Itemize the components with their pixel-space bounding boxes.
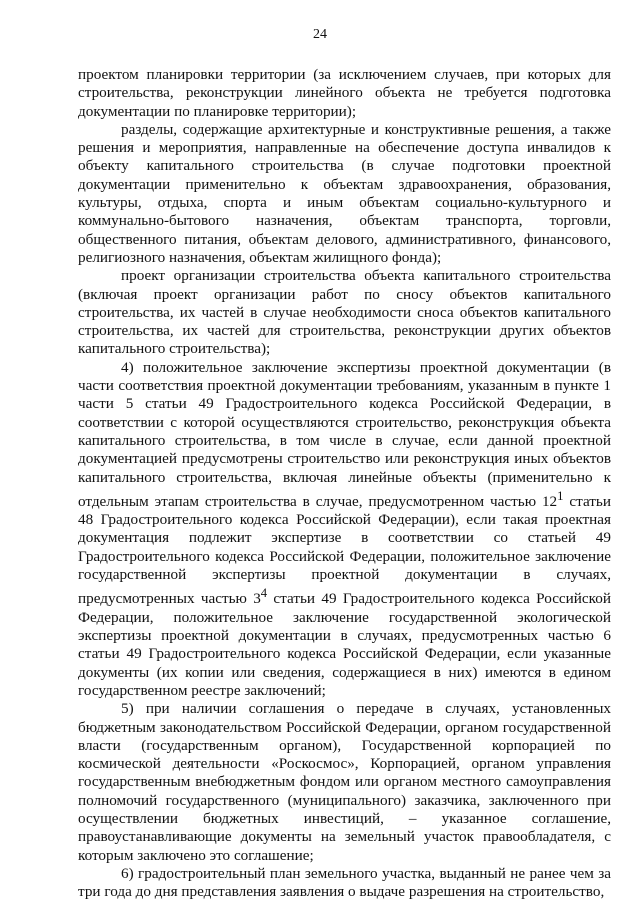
page-number: 24 [313, 27, 327, 42]
superscript-4: 4 [260, 586, 268, 601]
paragraph-construction-organization: проект организации строительства объекта капитального строительства (включая проект организации работ по сносу объектов капитального строительства, их частей в случае необходимости сноса объектов капитального строительства, их частей для строительства, реконструкции других объектов капитального строительства); [78, 267, 611, 358]
item-4-text-part-3: статьи 49 Градостроительного кодекса Российской Федерации, положительное заключение государственной экологической экспертизы проектной документации в случаях, предусмотренных частью 6 статьи 49 Градостроительного кодекса Российской Федерации, если указанные документы (их копии или сведения, содержащиеся в них) имеются в едином государственном реестре заключений; [78, 590, 611, 699]
document-body [78, 66, 611, 901]
paragraph-item-4-expertise [78, 359, 611, 700]
item-4-text-part-2: статьи 48 Градостроительного кодекса Российской Федерации), если такая проектная документация подлежит экспертизе в соответствии со статьей 49 Градостроительного кодекса Российской Федерации, положительное заключение государственной экспертизы проектной документации в случаях, предусмотренных частью 3 [78, 492, 611, 608]
paragraph-continuation-planning: проектом планировки территории (за исключением случаев, при которых для строительства, реконструкции линейного объекта не требуется подготовка документации по планировке территории); [78, 66, 611, 120]
paragraph-item-5-agreement: 5) при наличии соглашения о передаче в случаях, установленных бюджетным законодательством Российской Федерации, органом государственной власти (государственным органом), Государственной корпорацией по космической деятельности «Роскосмос», Корпорацией, органом управления государственным внебюджетным фондом или органом местного самоуправления полномочий государственного (муниципального) заказчика, заключенного при осуществлении бюджетных инвестиций, – указанное соглашение, правоустанавливающие документы на земельный участок правообладателя, с которым заключено это соглашение; [78, 700, 611, 864]
paragraph-architectural-sections: разделы, содержащие архитектурные и конструктивные решения, а также решения и мероприятия, направленные на обеспечение доступа инвалидов к объекту капитального строительства (в случае подготовки проектной документации применительно к объектам здравоохранения, образования, культуры, отдыха, спорта и иным объектам социально-культурного и коммунально-бытового назначения, объектам транспорта, торговли, общественного питания, объектам делового, административного, финансового, религиозного назначения, объектам жилищного фонда); [78, 120, 611, 266]
item-4-text-part-1: 4) положительное заключение экспертизы проектной документации (в части соответствия проектной документации требованиям, указанным в пункте 1 части 5 статьи 49 Градостроительного кодекса Российской Федерации, в соответствии с которой осуществляются строительство, реконструкция объекта капитального строительства, в том числе в случае, если данной проектной документацией предусмотрены строительство или реконструкция иных объектов капитального строительства, включая линейные объекты (применительно к отдельным этапам строительства в случае, предусмотренном частью 12 [78, 358, 611, 510]
paragraph-item-6-urban-plan: 6) градостроительный план земельного участка, выданный не ранее чем за три года до дня представления заявления о выдаче разрешения на строительство, [78, 864, 611, 901]
superscript-1: 1 [557, 488, 564, 503]
